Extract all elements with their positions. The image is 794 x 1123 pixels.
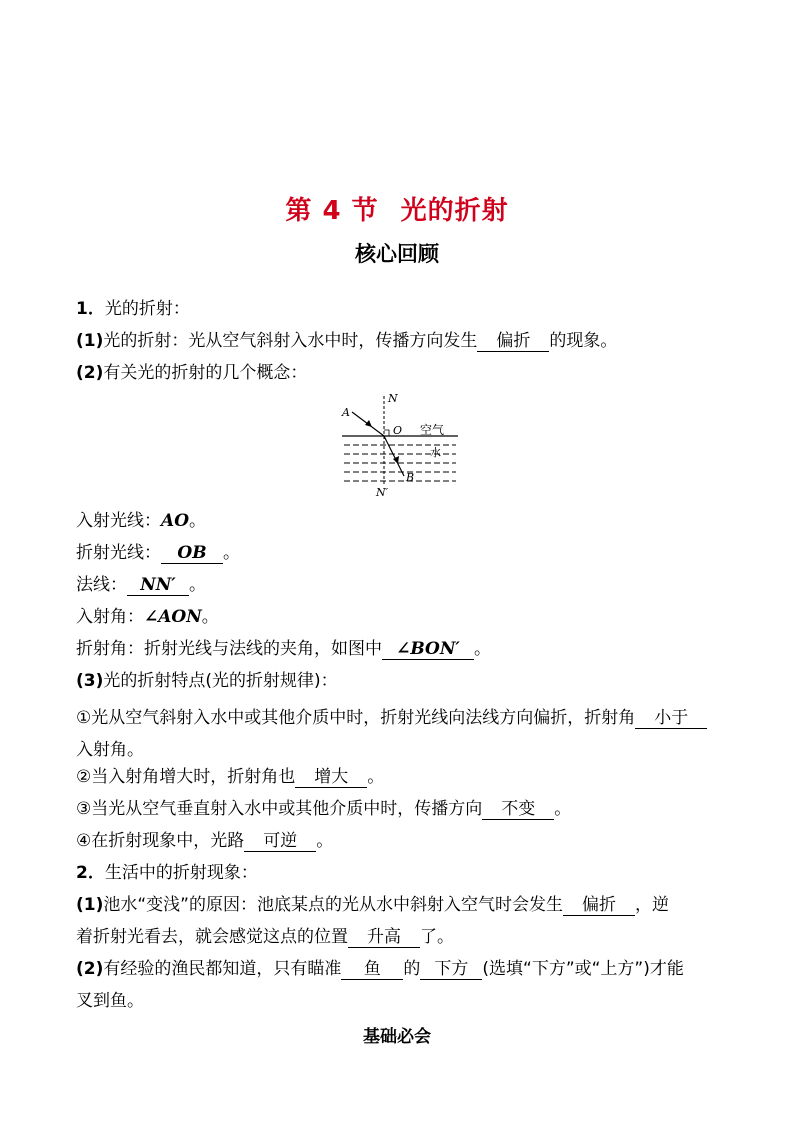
normal-answer: NN′ xyxy=(127,575,189,596)
label-n: N xyxy=(388,392,398,405)
rule-4-answer: 可逆 xyxy=(244,831,316,852)
incident-angle-label: 入射角： xyxy=(76,607,144,627)
refracted-ray xyxy=(384,436,404,476)
normal-suffix: 。 xyxy=(189,575,206,595)
refracted-ray-def xyxy=(76,542,240,564)
q1-heading xyxy=(76,298,190,320)
q2-p2-line2: 叉到鱼。 xyxy=(76,991,144,1011)
q1-p1-number: (1) xyxy=(76,331,104,351)
refraction-diagram xyxy=(336,390,466,500)
rule-3-suffix: 。 xyxy=(554,799,572,819)
refracted-ray-suffix: 。 xyxy=(223,543,240,563)
q2-p1-answer-1: 偏折 xyxy=(563,895,635,916)
arrow-icon xyxy=(365,420,372,427)
q1-p2-number: (2) xyxy=(76,363,104,383)
label-water: 水 xyxy=(430,446,441,459)
incident-ray-value: AO xyxy=(161,511,189,531)
label-n-prime: N′ xyxy=(376,486,389,499)
rule-3 xyxy=(76,798,571,820)
q1-number: 1． xyxy=(76,299,105,319)
q2-p2-answer-2: 下方 xyxy=(420,959,482,980)
q2-p1-text: 池水“变浅”的原因：池底某点的光从水中斜射入空气时会发生 xyxy=(103,895,563,915)
q1-p1-answer: 偏折 xyxy=(477,331,549,352)
section-number: 第 4 节 xyxy=(285,196,379,226)
rule-1-suffix: 入射角。 xyxy=(76,740,144,760)
q1-p3 xyxy=(76,670,338,692)
label-a: A xyxy=(342,406,350,419)
q2-p2-text: 有经验的渔民都知道，只有瞄准 xyxy=(103,959,342,979)
rule-2 xyxy=(76,766,384,788)
q2-title: 生活中的折射现象： xyxy=(104,863,258,883)
q2-p1-mid: ，逆 xyxy=(635,895,669,915)
refracted-ray-answer: OB xyxy=(161,543,223,564)
refraction-angle-def xyxy=(76,638,491,660)
incident-ray-suffix: 。 xyxy=(189,511,206,531)
incident-ray-label: 入射光线： xyxy=(76,511,161,531)
rule-3-text: ③当光从空气垂直射入水中或其他介质中时，传播方向 xyxy=(76,799,483,819)
q1-p2-text: 有关光的折射的几个概念： xyxy=(103,363,308,383)
page-title xyxy=(0,190,794,227)
q2-p1-text-2: 着折射光看去，就会感觉这点的位置 xyxy=(76,927,348,947)
q1-p2 xyxy=(76,362,307,384)
section-topic: 光的折射 xyxy=(400,196,509,226)
q1-p1-suffix: 的现象。 xyxy=(549,331,618,351)
q2-p2-mid: 的 xyxy=(403,959,421,979)
rule-2-text: ②当入射角增大时，折射角也 xyxy=(76,767,296,787)
refracted-ray-label: 折射光线： xyxy=(76,543,161,563)
q2-p1-line1 xyxy=(76,894,669,916)
right-angle-mark xyxy=(384,430,389,436)
q2-p1-answer-2: 升高 xyxy=(348,927,420,948)
rule-1-answer: 小于 xyxy=(635,708,707,729)
q2-p2-line1 xyxy=(76,958,684,980)
q1-title: 光的折射： xyxy=(104,299,190,319)
q1-p3-number: (3) xyxy=(76,671,104,691)
q1-p1 xyxy=(76,330,617,352)
rule-4 xyxy=(76,830,333,852)
rule-2-answer: 增大 xyxy=(295,767,367,788)
incident-ray-def xyxy=(76,510,206,532)
label-b: B xyxy=(406,471,415,484)
rule-4-text: ④在折射现象中，光路 xyxy=(76,831,245,851)
rule-4-suffix: 。 xyxy=(316,831,334,851)
q2-p1-suffix: 了。 xyxy=(420,927,454,947)
normal-label: 法线： xyxy=(76,575,127,595)
q2-heading xyxy=(76,862,258,884)
label-air: 空气 xyxy=(420,423,445,437)
rule-1 xyxy=(76,702,718,766)
q2-p2-answer-1: 鱼 xyxy=(341,959,403,980)
incident-angle-suffix: 。 xyxy=(201,607,219,627)
refraction-angle-label: 折射角：折射光线与法线的夹角，如图中 xyxy=(76,639,382,659)
q2-p2-number: (2) xyxy=(76,959,104,979)
q1-p1-text: 光的折射：光从空气斜射入水中时，传播方向发生 xyxy=(103,331,478,351)
q1-p3-text: 光的折射特点(光的折射规律)： xyxy=(103,671,338,691)
normal-def xyxy=(76,574,206,596)
q2-number: 2． xyxy=(76,863,105,883)
q2-p1-line2 xyxy=(76,926,454,948)
rule-1-text: ①光从空气斜射入水中或其他介质中时，折射光线向法线方向偏折，折射角 xyxy=(76,708,636,728)
incident-angle-def xyxy=(76,606,219,628)
rule-2-suffix: 。 xyxy=(367,767,385,787)
refraction-angle-suffix: 。 xyxy=(474,639,491,659)
rule-3-answer: 不变 xyxy=(482,799,554,820)
incident-angle-value: ∠AON xyxy=(144,607,202,627)
q2-p1-number: (1) xyxy=(76,895,104,915)
q2-p2-suffix: (选填“下方”或“上方”)才能 xyxy=(482,959,684,979)
label-o: O xyxy=(393,424,403,437)
footer-heading: 基础必会 xyxy=(363,1027,431,1047)
refraction-angle-answer: ∠BON′ xyxy=(382,639,474,660)
subtitle: 核心回顾 xyxy=(355,242,439,266)
